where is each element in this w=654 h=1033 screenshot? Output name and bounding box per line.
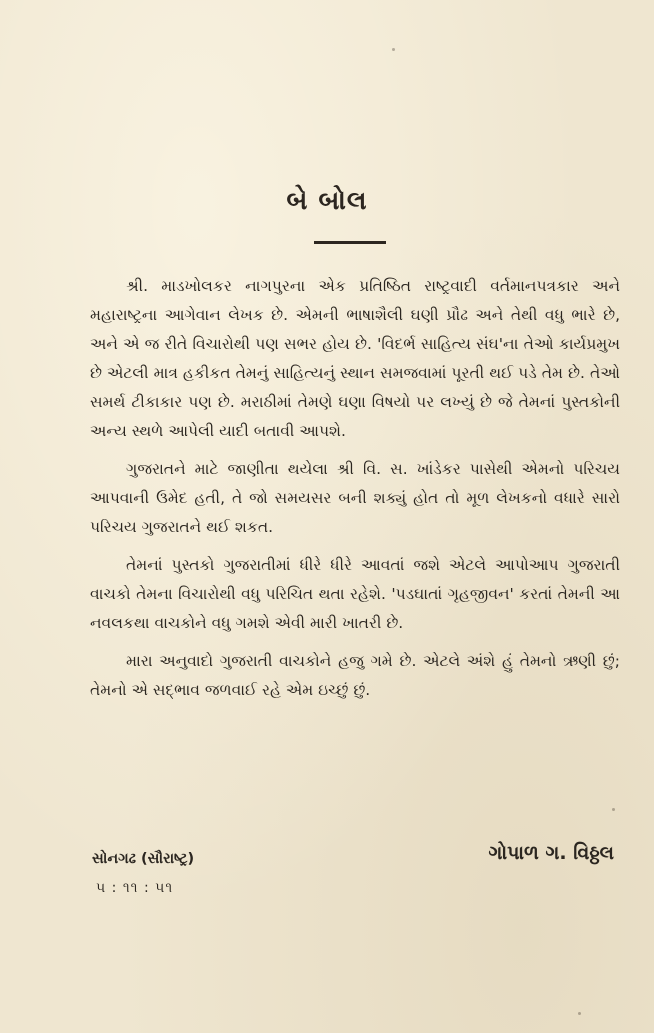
paper-speck [578, 1012, 581, 1015]
paragraph-2: ગુજરાતને માટે જાણીતા થયેલા શ્રી વિ. સ. ખાંડેકર પાસેથી એમનો પરિચય આપવાની ઉમેદ હતી, તે જો સમયસર બની શક્યું હોત તો મૂળ લેખકનો વધારે સારો પરિચય ગુજરાતને થઈ શકત. [90, 460, 620, 536]
paper-speck [392, 48, 395, 51]
signature-author: ગોપાળ ગ. વિઠ્ઠલ [488, 842, 614, 864]
title-divider [314, 241, 386, 244]
signature-date: ૫ : ૧૧ : ૫૧ [96, 880, 174, 896]
paragraph-1: શ્રી. માડખોલકર નાગપુરના એક પ્રતિષ્ઠિત રાષ્ટ્રવાદી વર્તમાનપત્રકાર અને મહારાષ્ટ્રના આગેવાન લેખક છે. એમની ભાષાશૈલી ઘણી પ્રૌઢ અને તેથી વધુ ભારે છે, અને એ જ રીતે વિચારોથી પણ સભર હોય છે. 'વિદર્ભ સાહિત્ય સંઘ'ના તેઓ કાર્યપ્રમુખ છે એટલી માત્ર હકીકત તેમનું સાહિત્યનું સ્થાન સમજવામાં પૂરતી થઈ પડે તેમ છે. તેઓ સમર્થ ટીકાકાર પણ છે. મરાઠીમાં તેમણે ઘણા વિષયો પર લખ્યું છે જે તેમનાં પુસ્તકોની અન્ય સ્થળે આપેલી યાદી બતાવી આપશે. [90, 277, 620, 440]
preface-body [90, 272, 620, 714]
page-title: બે બોલ [286, 186, 368, 216]
paragraph-4: મારા અનુવાદો ગુજરાતી વાચકોને હજુ ગમે છે. એટલે અંશે હું તેમનો ઋણી છું; તેમનો એ સદ્ભાવ જળવાઈ રહે એમ ઇચ્છું છું. [90, 652, 620, 699]
signature-place: સોનગઢ (સૌરાષ્ટ્ર) [92, 851, 195, 867]
paper-speck [612, 808, 615, 811]
paragraph-3: તેમનાં પુસ્તકો ગુજરાતીમાં ધીરે ધીરે આવતાં જશે એટલે આપોઆપ ગુજરાતી વાચકો તેમના વિચારોથી વધુ પરિચિત થતા રહેશે. 'પડઘાતાં ગૃહજીવન' કરતાં તેમની આ નવલકથા વાચકોને વધુ ગમશે એવી મારી ખાતરી છે. [90, 556, 620, 632]
